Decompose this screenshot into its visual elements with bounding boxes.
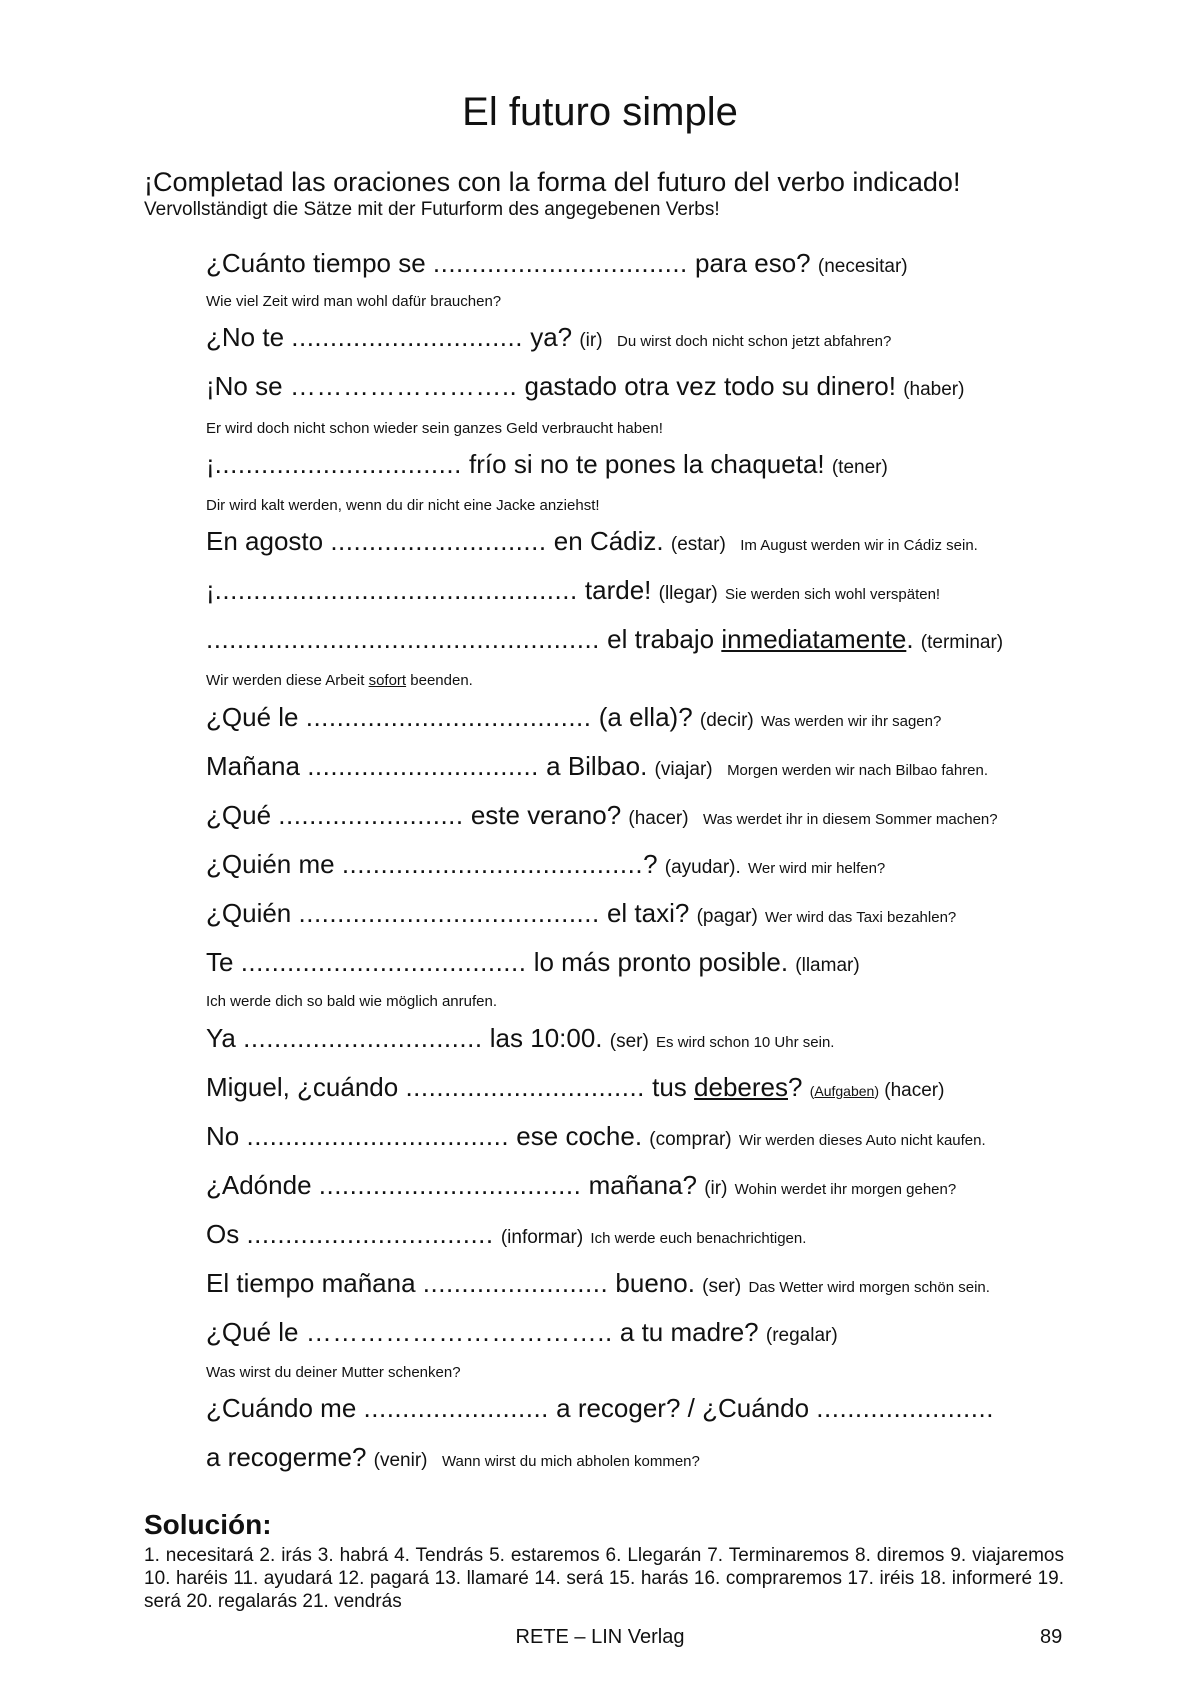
instruction-german: Vervollständigt die Sätze mit der Futurform des angegebenen Verbs! — [144, 199, 720, 220]
exercise-translation: Wer wird mir helfen? — [748, 860, 886, 877]
exercise-translation: Wohin werdet ihr morgen gehen? — [734, 1181, 957, 1198]
answer-blank: ............................................... — [214, 575, 578, 605]
page-number: 89 — [1040, 1626, 1063, 1648]
answer-blank: .................................. — [246, 1121, 510, 1151]
answer-blank: ................................. — [432, 248, 688, 278]
vocab-note: Aufgaben — [814, 1083, 875, 1099]
answer-blank: ................................ — [214, 449, 462, 479]
verb-hint: (ir) — [704, 1178, 728, 1199]
exercise-translation: Du wirst doch nicht schon jetzt abfahren? — [617, 333, 892, 350]
exercise-translation: Es wird schon 10 Uhr sein. — [656, 1034, 835, 1051]
exercise-sentence: Miguel, ¿cuándo ............................... tus deberes? (Aufgaben) (hacer) — [206, 1072, 945, 1102]
exercise-sentence: ¿No te .............................. ya? (ir) Du wirst doch nicht schon jetzt abfahren? — [206, 322, 892, 352]
exercise-sentence: No .................................. ese coche. (comprar) Wir werden dieses Auto nicht kaufen. — [206, 1121, 986, 1151]
instruction-spanish: ¡Completad las oraciones con la forma del futuro del verbo indicado! — [144, 167, 961, 197]
answer-blank: ........................ — [278, 800, 464, 830]
underlined-word: inmediatamente — [721, 624, 907, 654]
exercise-sentence: Te ..................................... lo más pronto posible. (llamar) — [206, 947, 860, 977]
answer-blank: …………………………….. — [305, 1317, 613, 1347]
exercise-translation: Im August werden wir in Cádiz sein. — [740, 537, 978, 554]
exercise-sentence: ¿Cuándo me ........................ a recoger? / ¿Cuándo ....................... — [206, 1393, 994, 1423]
solution-text: 1. necesitará 2. irás 3. habrá 4. Tendrás 5. estaremos 6. Llegarán 7. Terminaremos 8. diremos 9. viajaremos 10. haréis 11. ayudará 12. pagará 13. llamaré 14. será 15. harás 16. compraremos 17. iréis 18. informeré 19. será 20. regalarás 21. vendrás — [144, 1545, 1064, 1612]
footer-publisher: RETE – LIN Verlag — [515, 1626, 685, 1648]
exercise-1-translation: Wie viel Zeit wird man wohl dafür brauchen? — [206, 293, 502, 310]
answer-blank: ............................ — [330, 526, 547, 556]
exercise-sentence: Os ................................ (informar) Ich werde euch benachrichtigen. — [206, 1219, 807, 1249]
exercise-sentence: En agosto ............................ en Cádiz. (estar) Im August werden wir in Cádiz sein. — [206, 526, 978, 556]
answer-blank: ................................ — [246, 1219, 494, 1249]
exercise-translation: Sie werden sich wohl verspäten! — [724, 586, 941, 603]
verb-hint: (ser) — [609, 1031, 649, 1052]
answer-blank: ............................... — [405, 1072, 645, 1102]
verb-hint: (venir) — [373, 1450, 428, 1471]
verb-hint: (comprar) — [649, 1129, 732, 1150]
verb-hint: (estar) — [670, 534, 726, 555]
verb-hint: (haber) — [903, 379, 965, 400]
exercise-sentence: Ya ............................... las 10:00. (ser) Es wird schon 10 Uhr sein. — [206, 1023, 835, 1053]
exercise-translation: Was werdet ihr in diesem Sommer machen? — [703, 811, 998, 828]
verb-hint: (regalar) — [765, 1325, 838, 1346]
exercise-sentence-line2: a recogerme? (venir) Wann wirst du mich abholen kommen? — [206, 1442, 700, 1472]
verb-hint: (terminar) — [920, 632, 1004, 653]
exercise-sentence: ¿Qué le …………………………….. a tu madre? (regalar) — [206, 1317, 838, 1347]
exercise-3-translation: Er wird doch nicht schon wieder sein ganzes Geld verbraucht haben! — [206, 420, 663, 437]
answer-blank: ............................... — [243, 1023, 483, 1053]
verb-hint: (pagar) — [696, 906, 758, 927]
solution-heading: Solución: — [144, 1509, 272, 1540]
answer-blank: ....................................... — [341, 849, 644, 879]
answer-blank: ................................................... — [206, 624, 600, 654]
exercise-4-translation: Dir wird kalt werden, wenn du dir nicht eine Jacke anziehst! — [206, 497, 600, 514]
exercise-sentence: ¿Qué le ..................................... (a ella)? (decir) Was werden wir ihr sagen? — [206, 702, 942, 732]
exercise-20-translation: Was wirst du deiner Mutter schenken? — [206, 1364, 461, 1381]
exercise-translation: Wann wirst du mich abholen kommen? — [441, 1453, 700, 1470]
verb-hint: (hacer) — [878, 1080, 945, 1101]
verb-hint: (llamar) — [795, 955, 860, 976]
answer-blank: ....................................... — [298, 898, 600, 928]
verb-hint: (decir) — [699, 710, 754, 731]
exercise-translation: Das Wetter wird morgen schön sein. — [748, 1279, 990, 1296]
answer-blank: …………………….. — [289, 371, 518, 401]
verb-hint: (viajar) — [654, 759, 713, 780]
answer-blank: ..................................... — [305, 702, 592, 732]
exercise-sentence: ¡................................ frío si no te pones la chaqueta! (tener) — [206, 449, 888, 479]
answer-blank: .................................. — [318, 1170, 582, 1200]
exercise-sentence: El tiempo mañana ........................ bueno. (ser) Das Wetter wird morgen schön sein. — [206, 1268, 990, 1298]
exercise-sentence: ¡............................................... tarde! (llegar) Sie werden sich wohl verspäten! — [206, 575, 941, 605]
exercise-sentence: ¡No se …………………….. gastado otra vez todo su dinero! (haber) — [206, 371, 965, 401]
verb-hint: (ir) — [579, 330, 603, 351]
verb-hint: (hacer) — [628, 808, 689, 829]
underlined-word: deberes — [694, 1072, 788, 1102]
exercise-sentence: ¿Quién ....................................... el taxi? (pagar) Wer wird das Taxi bezahlen? — [206, 898, 957, 928]
answer-blank: ........................ — [363, 1393, 549, 1423]
verb-hint: (tener) — [831, 457, 888, 478]
exercise-translation: Ich werde euch benachrichtigen. — [590, 1230, 807, 1247]
exercise-sentence: ................................................... el trabajo inmediatamente. (terminar) — [206, 624, 1004, 654]
verb-hint: (ayudar). — [664, 857, 741, 878]
answer-blank-2: ....................... — [816, 1393, 994, 1423]
exercise-sentence: ¿Qué ........................ este verano? (hacer) Was werdet ihr in diesem Sommer machen? — [206, 800, 998, 830]
verb-hint: (necesitar) — [817, 256, 908, 277]
exercise-translation: Morgen werden wir nach Bilbao fahren. — [727, 762, 989, 779]
answer-blank: ........................ — [422, 1268, 609, 1298]
exercise-sentence: ¿Cuánto tiempo se ................................. para eso? (necesitar) — [206, 248, 908, 278]
exercise-translation: Wir werden dieses Auto nicht kaufen. — [738, 1132, 986, 1149]
verb-hint: (informar) — [500, 1227, 584, 1248]
exercise-sentence: ¿Adónde .................................. mañana? (ir) Wohin werdet ihr morgen gehen? — [206, 1170, 957, 1200]
exercise-translation: Was werden wir ihr sagen? — [760, 713, 942, 730]
exercise-sentence: ¿Quién me .......................................? (ayudar). Wer wird mir helfen? — [206, 849, 886, 879]
exercise-13-translation: Ich werde dich so bald wie möglich anrufen. — [206, 993, 497, 1010]
answer-blank: .............................. — [307, 751, 539, 781]
answer-blank: .............................. — [291, 322, 523, 352]
exercise-7-translation: Wir werden diese Arbeit sofort beenden. — [206, 672, 473, 689]
exercise-translation: Wer wird das Taxi bezahlen? — [765, 909, 957, 926]
exercise-sentence: Mañana .............................. a Bilbao. (viajar) Morgen werden wir nach Bilbao fahren. — [206, 751, 989, 781]
verb-hint: (ser) — [702, 1276, 742, 1297]
verb-hint: (llegar) — [658, 583, 718, 604]
page-title: El futuro simple — [462, 90, 738, 134]
answer-blank: ..................................... — [240, 947, 527, 977]
